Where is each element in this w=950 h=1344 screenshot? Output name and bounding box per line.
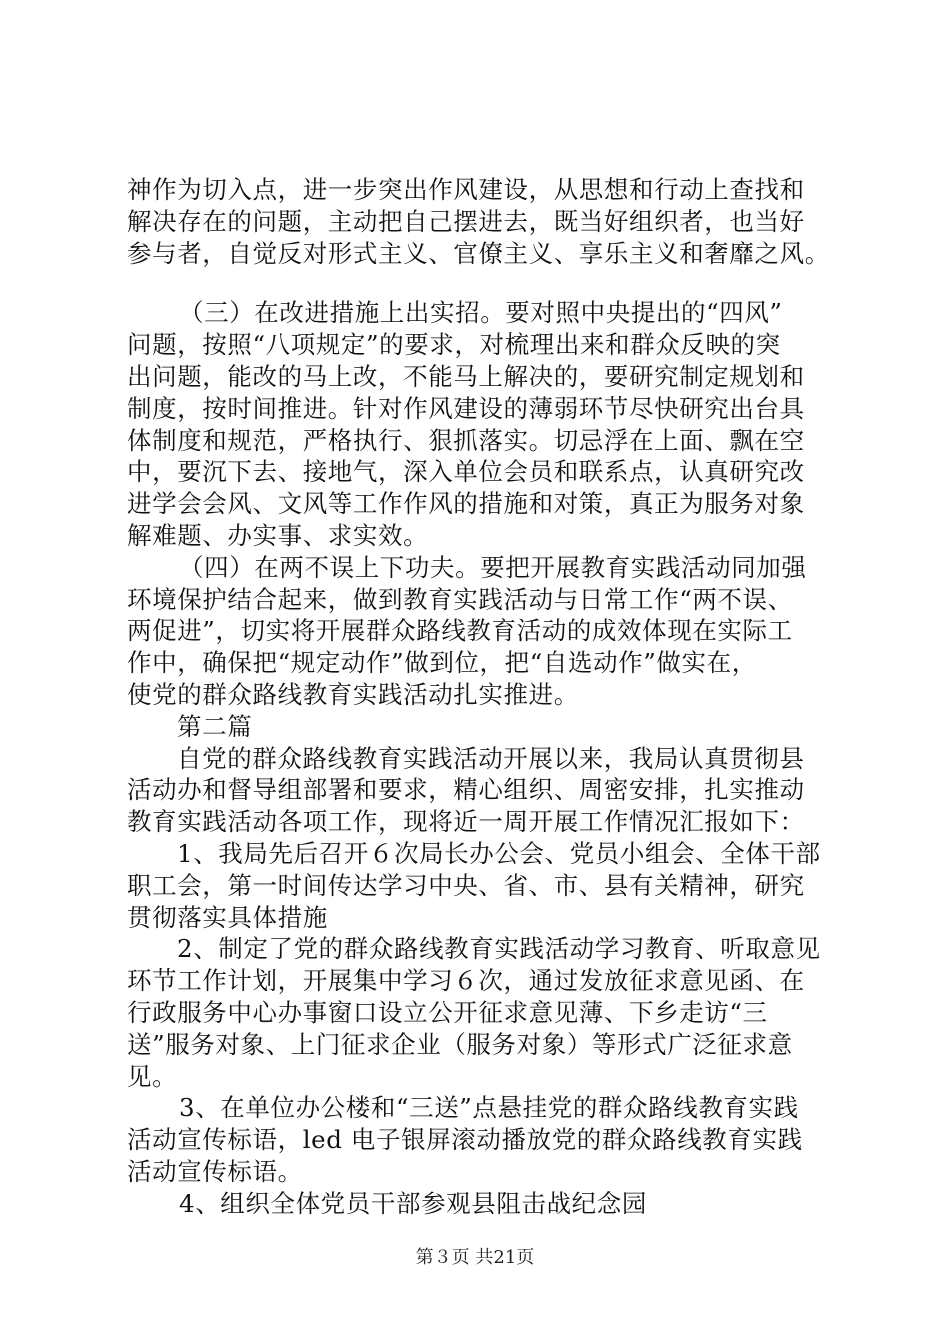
text-line: 制度，按时间推进。针对作风建设的薄弱环节尽快研究出台具 bbox=[127, 393, 805, 423]
text-line: 神作为切入点，进一步突出作风建设，从思想和行动上查找和 bbox=[127, 175, 805, 204]
text-line: 进学会会风、文风等工作作风的措施和对策，真正为服务对象 bbox=[127, 489, 805, 519]
text-line: 见。 bbox=[127, 1061, 178, 1091]
text-line: 使党的群众路线教育实践活动扎实推进。 bbox=[127, 679, 579, 709]
text-line: 送”服务对象、上门征求企业（服务对象）等形式广泛征求意 bbox=[127, 1029, 793, 1059]
text-line: 4、组织全体党员干部参观县阻击战纪念园 bbox=[179, 1188, 647, 1218]
text-line: 行政服务中心办事窗口设立公开征求意见薄、下乡走访“三 bbox=[127, 997, 768, 1027]
text-line: 解难题、办实事、求实效。 bbox=[127, 520, 429, 550]
text-line: 职工会，第一时间传达学习中央、省、市、县有关精神，研究 bbox=[127, 870, 805, 900]
text-line: 自党的群众路线教育实践活动开展以来，我局认真贯彻县 bbox=[177, 743, 805, 773]
text-line: 作中，确保把“规定动作”做到位，把“自选动作”做实在， bbox=[127, 648, 757, 678]
text-line: 问题，按照“八项规定”的要求，对梳理出来和群众反映的突 bbox=[127, 330, 781, 360]
text-line: 贯彻落实具体措施 bbox=[127, 902, 328, 932]
page-number-footer: 第３页 共21页 bbox=[415, 1247, 535, 1268]
document-body bbox=[127, 174, 837, 1220]
text-line: 参与者，自觉反对形式主义、官僚主义、享乐主义和奢靡之风。 bbox=[127, 238, 830, 268]
text-line: 3、在单位办公楼和“三送”点悬挂党的群众路线教育实践 bbox=[179, 1093, 799, 1123]
text-line: 两促进”，切实将开展群众路线教育活动的成效体现在实际工 bbox=[127, 616, 793, 646]
text-line: 教育实践活动各项工作，现将近一周开展工作情况汇报如下： bbox=[127, 807, 805, 837]
text-line: 体制度和规范，严格执行、狠抓落实。切忌浮在上面、飘在空 bbox=[127, 425, 805, 455]
text-line: （三）在改进措施上出实招。要对照中央提出的“四风” bbox=[179, 298, 783, 328]
text-line: 出问题，能改的马上改，不能马上解决的，要研究制定规划和 bbox=[127, 361, 805, 391]
text-line: 解决存在的问题，主动把自己摆进去，既当好组织者，也当好 bbox=[127, 206, 805, 236]
text-line: 环节工作计划，开展集中学习６次，通过发放征求意见函、在 bbox=[127, 966, 805, 996]
paragraph-gap bbox=[127, 269, 837, 297]
section-heading: 第二篇 bbox=[177, 711, 253, 741]
text-line: 1、我局先后召开６次局长办公会、党员小组会、全体干部 bbox=[177, 838, 821, 868]
text-line: 2、制定了党的群众路线教育实践活动学习教育、听取意见 bbox=[177, 934, 821, 964]
text-line: （四）在两不误上下功夫。要把开展教育实践活动同加强 bbox=[179, 552, 807, 582]
text-line: 活动办和督导组部署和要求，精心组织、周密安排，扎实推动 bbox=[127, 775, 805, 805]
text-line: 中，要沉下去、接地气，深入单位会员和联系点，认真研究改 bbox=[127, 457, 805, 487]
text-line: 活动宣传标语。 bbox=[127, 1156, 303, 1186]
text-line: 活动宣传标语，led 电子银屏滚动播放党的群众路线教育实践 bbox=[127, 1125, 803, 1155]
text-line: 环境保护结合起来，做到教育实践活动与日常工作“两不误、 bbox=[127, 584, 793, 614]
